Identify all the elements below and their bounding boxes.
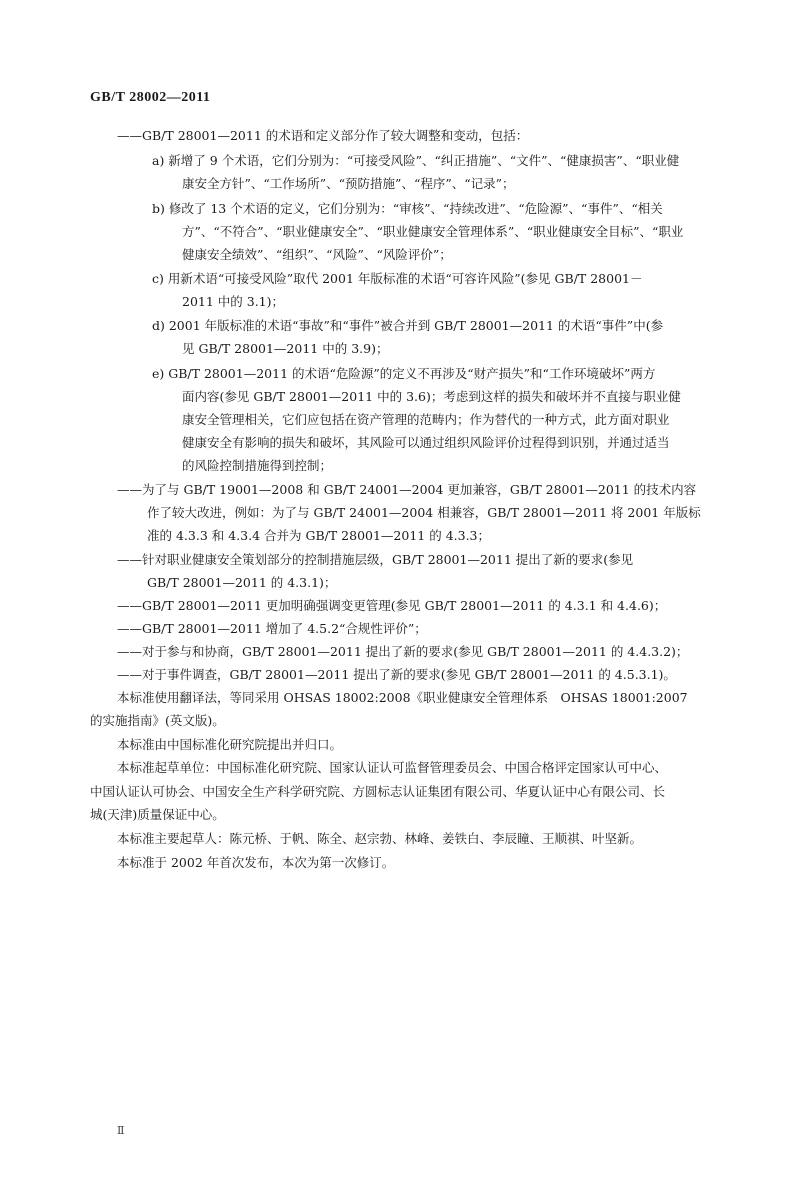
text-line: ——对于参与和协商，GB/T 28001—2011 提出了新的要求(参见 GB/T 28001—2011 的 4.4.3.2)； — [117, 644, 689, 659]
text-line: a) 新增了 9 个术语，它们分别为：“可接受风险”、“纠正措施”、“文件”、“健康损害”、“职业健 — [152, 153, 680, 168]
text-line: 面内容(参见 GB/T 28001—2011 中的 3.6)；考虑到这样的损失和破坏并不直接与职业健 — [182, 389, 681, 404]
text-line: 准的 4.3.3 和 4.3.4 合并为 GB/T 28001—2011 的 4.3.3； — [147, 528, 490, 543]
text-line: 本标准由中国标准化研究院提出并归口。 — [117, 737, 343, 752]
text-line: 本标准主要起草人：陈元桥、于帆、陈全、赵宗勃、林峰、姜铁白、李辰瞳、王顺祺、叶坚新。 — [117, 831, 643, 846]
text-line: GB/T 28001—2011 的 4.3.1)； — [147, 575, 337, 590]
text-line: 城(天津)质量保证中心。 — [90, 807, 225, 822]
page-number: Ⅱ — [117, 1124, 125, 1137]
text-line: ——GB/T 28001—2011 增加了 4.5.2“合规性评价”； — [117, 621, 427, 636]
text-line: ——GB/T 28001—2011 的术语和定义部分作了较大调整和变动，包括： — [117, 128, 529, 143]
text-line: b) 修改了 13 个术语的定义，它们分别为：“审核”、“持续改进”、“危险源”、“事件”、“相关 — [152, 201, 663, 216]
text-line: 方”、“不符合”、“职业健康安全”、“职业健康安全管理体系”、“职业健康安全目标”、“职业 — [182, 224, 684, 239]
text-line: ——对于事件调查，GB/T 28001—2011 提出了新的要求(参见 GB/T 28001—2011 的 4.5.3.1)。 — [117, 667, 676, 682]
text-line: c) 用新术语“可接受风险”取代 2001 年版标准的术语“可容许风险”(参见 GB/T 28001－ — [152, 271, 643, 286]
text-line: 作了较大改进，例如：为了与 GB/T 24001—2004 相兼容，GB/T 28001—2011 将 2001 年版标 — [147, 505, 701, 520]
text-line: 本标准使用翻译法，等同采用 OHSAS 18002:2008《职业健康安全管理体系 OHSAS 18001:2007 — [117, 690, 688, 705]
standard-code-header: GB/T 28002—2011 — [90, 90, 211, 105]
text-line: d) 2001 年版标准的术语“事故”和“事件”被合并到 GB/T 28001—2011 的术语“事件”中(参 — [152, 318, 664, 333]
text-line: 的实施指南》(英文版)。 — [90, 713, 225, 728]
text-line: e) GB/T 28001—2011 的术语“危险源”的定义不再涉及“财产损失”和“工作环境破坏”两方 — [152, 366, 656, 381]
text-line: ——针对职业健康安全策划部分的控制措施层级，GB/T 28001—2011 提出了新的要求(参见 — [117, 552, 634, 567]
text-line: 见 GB/T 28001—2011 中的 3.9)； — [182, 341, 389, 356]
text-line: 的风险控制措施得到控制； — [182, 458, 333, 473]
text-line: 本标准于 2002 年首次发布，本次为第一次修订。 — [117, 855, 395, 870]
text-line: 中国认证认可协会、中国安全生产科学研究院、方圆标志认证集团有限公司、华夏认证中心有限公司、长 — [90, 784, 666, 799]
text-line: 本标准起草单位：中国标准化研究院、国家认证认可监督管理委员会、中国合格评定国家认可中心、 — [117, 760, 668, 775]
text-line: 健康安全有影响的损失和破坏，其风险可以通过组织风险评价过程得到识别，并通过适当 — [182, 435, 670, 450]
text-line: ——GB/T 28001—2011 更加明确强调变更管理(参见 GB/T 28001—2011 的 4.3.1 和 4.4.6)； — [117, 598, 667, 613]
text-line: 健康安全绩效”、“组织”、“风险”、“风险评价”； — [182, 247, 452, 262]
text-line: 2011 中的 3.1)； — [182, 294, 285, 309]
text-line: ——为了与 GB/T 19001—2008 和 GB/T 24001—2004 更加兼容，GB/T 28001—2011 的技术内容 — [117, 482, 697, 497]
text-line: 康安全方针”、“工作场所”、“预防措施”、“程序”、“记录”； — [182, 176, 515, 191]
text-line: 康安全管理相关，它们应包括在资产管理的范畴内；作为替代的一种方式，此方面对职业 — [182, 412, 670, 427]
